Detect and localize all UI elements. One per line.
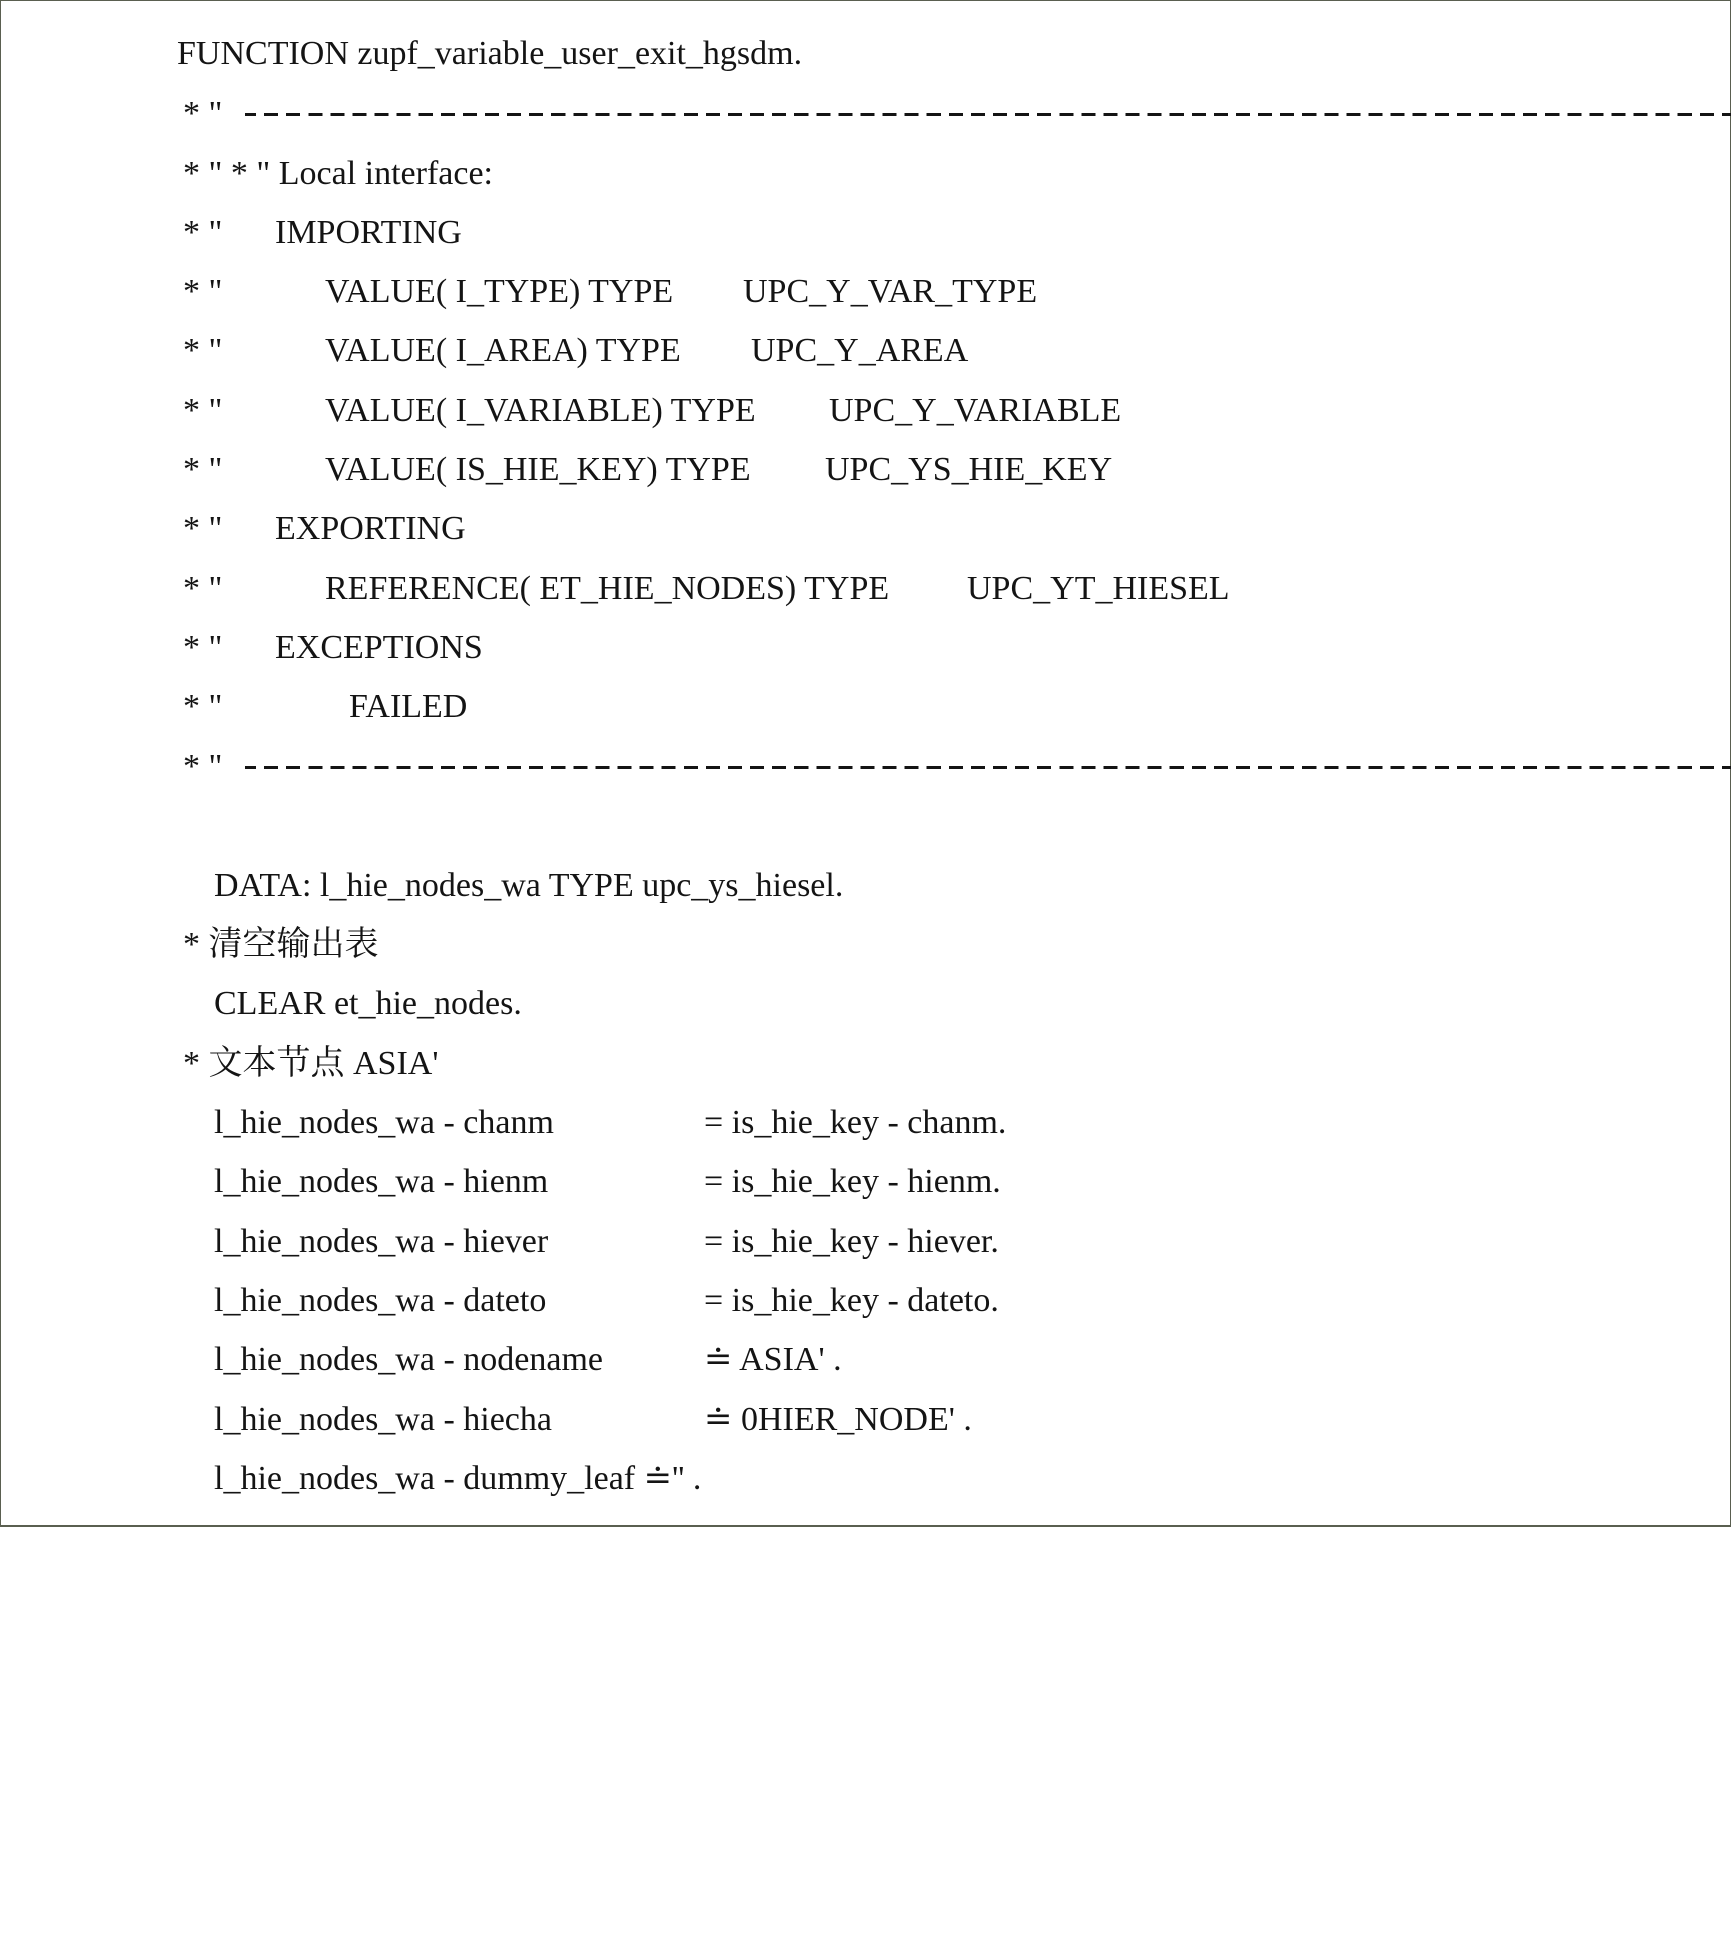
assign-value: ≐ ASIA' .	[704, 1341, 842, 1378]
code-line-data-declaration: DATA: l_hie_nodes_wa TYPE upc_ys_hiesel.	[214, 867, 844, 904]
param-type: UPC_YT_HIESEL	[967, 570, 1230, 607]
code-line-comment-clear-output: * 清空输出表	[183, 926, 379, 963]
code-line-assign-dummy-leaf: l_hie_nodes_wa - dummy_leaf ≐'' .	[214, 1460, 702, 1497]
code-line-separator-top	[183, 89, 1683, 139]
comment-marker: * "	[183, 95, 223, 132]
comment-marker: * "	[183, 629, 223, 666]
code-line-assign-hienm	[214, 1157, 1514, 1207]
comment-marker: * "	[183, 273, 223, 310]
code-line-exceptions	[183, 623, 1583, 673]
code-line-assign-chanm	[214, 1098, 1514, 1148]
code-line-failed	[183, 682, 1583, 732]
dashed-separator	[245, 113, 1731, 116]
assign-target: l_hie_nodes_wa - chanm	[214, 1104, 554, 1141]
param-name: REFERENCE( ET_HIE_NODES) TYPE	[325, 570, 890, 607]
param-name: VALUE( IS_HIE_KEY) TYPE	[325, 451, 751, 488]
assign-target: l_hie_nodes_wa - nodename	[214, 1341, 603, 1378]
assign-value: = is_hie_key - hienm.	[704, 1163, 1001, 1200]
assign-value: = is_hie_key - chanm.	[704, 1104, 1007, 1141]
param-type: UPC_YS_HIE_KEY	[825, 451, 1113, 488]
code-line-param-i-type	[183, 267, 1583, 317]
comment-marker: * "	[183, 688, 223, 725]
param-type: UPC_Y_AREA	[751, 332, 969, 369]
assign-value: = is_hie_key - hiever.	[704, 1223, 999, 1260]
code-line-assign-dateto	[214, 1276, 1514, 1326]
assign-target: l_hie_nodes_wa - hienm	[214, 1163, 549, 1200]
code-line-local-interface: * " * " Local interface:	[183, 155, 494, 192]
comment-marker: * "	[183, 748, 223, 785]
keyword-importing: IMPORTING	[275, 214, 462, 251]
assign-value: = is_hie_key - dateto.	[704, 1282, 999, 1319]
comment-marker: * "	[183, 570, 223, 607]
comment-marker: * "	[183, 392, 223, 429]
param-name: VALUE( I_AREA) TYPE	[325, 332, 681, 369]
param-type: UPC_Y_VARIABLE	[829, 392, 1122, 429]
code-line-assign-nodename	[214, 1335, 1514, 1385]
param-type: UPC_Y_VAR_TYPE	[743, 273, 1038, 310]
param-name: VALUE( I_VARIABLE) TYPE	[325, 392, 756, 429]
exception-failed: FAILED	[349, 688, 468, 725]
code-line-importing	[183, 208, 1583, 258]
comment-marker: * "	[183, 510, 223, 547]
param-name: VALUE( I_TYPE) TYPE	[325, 273, 674, 310]
comment-marker: * "	[183, 332, 223, 369]
code-line-function: FUNCTION zupf_variable_user_exit_hgsdm.	[177, 35, 803, 72]
comment-marker: * "	[183, 214, 223, 251]
assign-target: l_hie_nodes_wa - hiecha	[214, 1401, 552, 1438]
keyword-exceptions: EXCEPTIONS	[275, 629, 483, 666]
assign-value: ≐ 0HIER_NODE' .	[704, 1401, 972, 1438]
keyword-exporting: EXPORTING	[275, 510, 466, 547]
code-line-assign-hiecha	[214, 1395, 1514, 1445]
assign-target: l_hie_nodes_wa - hiever	[214, 1223, 549, 1260]
code-line-param-is-hie-key	[183, 445, 1583, 495]
dashed-separator	[245, 766, 1731, 769]
code-line-param-et-hie-nodes	[183, 564, 1583, 614]
code-line-clear: CLEAR et_hie_nodes.	[214, 985, 522, 1022]
code-line-exporting	[183, 504, 1583, 554]
code-line-separator-bottom	[183, 742, 1683, 792]
code-line-param-i-variable	[183, 386, 1583, 436]
comment-marker: * "	[183, 451, 223, 488]
code-line-assign-hiever	[214, 1217, 1514, 1267]
code-line-comment-text-node: * 文本节点 ASIA'	[183, 1045, 439, 1082]
code-line-param-i-area	[183, 326, 1583, 376]
assign-target: l_hie_nodes_wa - dateto	[214, 1282, 547, 1319]
code-listing	[1, 1, 1730, 1525]
